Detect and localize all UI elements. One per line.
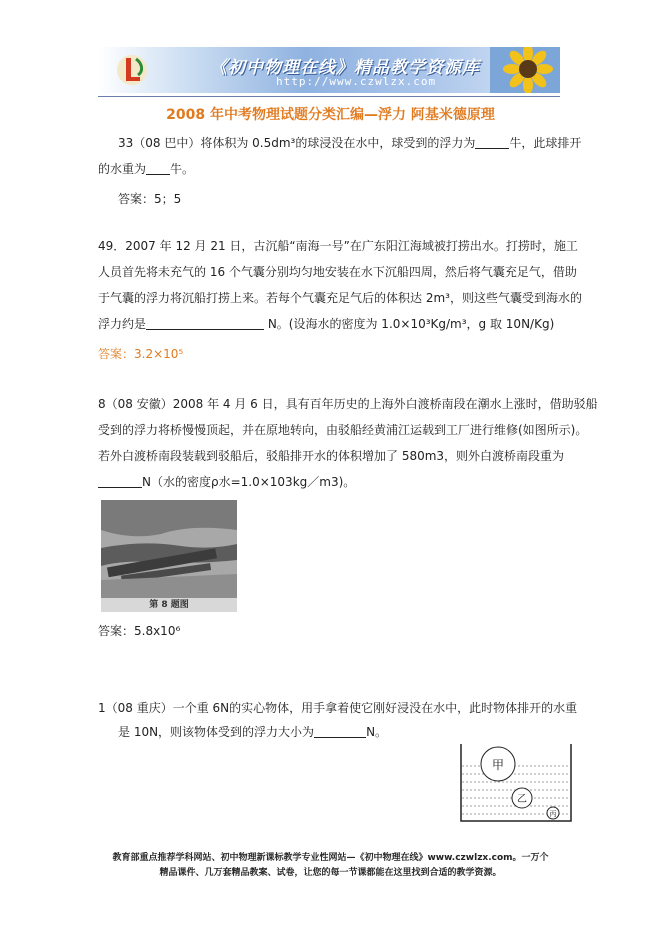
vessel-diagram xyxy=(460,742,572,822)
q1-line2 xyxy=(118,719,387,745)
q8-line2: 受到的浮力将桥慢慢顶起，并在原地转向，由驳船经黄浦江运载到工厂进行维修(如图所示)。 xyxy=(98,423,588,437)
label-yi: 乙 xyxy=(517,794,527,805)
q49-blank[interactable] xyxy=(146,317,264,330)
q49-line1: 49．2007 年 12 月 21 日，古沉船“南海一号”在广东阳江海域被打捞出水。打捞时，施工 xyxy=(98,239,578,253)
bridge-photo xyxy=(101,500,237,612)
q33-blank-1[interactable] xyxy=(475,136,509,149)
q33-line1 xyxy=(118,130,581,156)
site-logo-icon xyxy=(112,53,152,87)
q8-line4 xyxy=(98,469,355,495)
q33-text-2: 的水重为 xyxy=(98,162,147,176)
banner-title: 《初中物理在线》精品教学资源库 xyxy=(210,58,480,78)
q33-line2 xyxy=(98,156,194,182)
q8-blank[interactable] xyxy=(98,475,142,488)
q1-text-2: 是 10N，则该物体受到的浮力大小为 xyxy=(118,725,315,739)
footer-line-2: 精品课件、几万套精品教案、试卷，让您的每一节课都能在这里找到合适的教学资源。 xyxy=(159,868,502,878)
header-divider xyxy=(98,96,560,97)
label-bing: 丙 xyxy=(549,810,557,818)
sunflower-icon xyxy=(490,47,560,93)
q49-text-4-end: N。(设海水的密度为 1.0×10³Kg/m³，g 取 10N/Kg) xyxy=(264,317,555,331)
q33-text: 33（08 巴中）将体积为 0.5dm³的球浸没在水中，球受到的浮力为 xyxy=(118,136,476,150)
q8-line3: 若外白渡桥南段装载到驳船后，驳船排开水的体积增加了 580m3，则外白渡桥南段重为 xyxy=(98,449,565,463)
q49-line3: 于气囊的浮力将沉船打捞上来。若每个气囊充足气后的体积达 2m³，则这些气囊受到海水的 xyxy=(98,291,582,305)
q33-text-end: 牛，此球排开 xyxy=(509,136,582,150)
q49-line2: 人员首先将未充气的 16 个气囊分别均匀地安装在水下沉船四周，然后将气囊充足气，借助 xyxy=(98,265,577,279)
q33-blank-2[interactable] xyxy=(146,162,170,175)
q8-answer: 答案：5.8x10⁶ xyxy=(98,624,181,638)
q8-line1: 8（08 安徽）2008 年 4 月 6 日，具有百年历史的上海外白渡桥南段在潮水上涨时，借助驳船 xyxy=(98,397,598,411)
q33-answer: 答案：5；5 xyxy=(118,192,182,206)
bridge-barge-image xyxy=(101,500,237,598)
q33-text-2-end: 牛。 xyxy=(170,162,195,176)
header-banner xyxy=(98,47,560,93)
q1-line1: 1（08 重庆）一个重 6N的实心物体，用手拿着使它刚好浸没在水中，此时物体排开的水重 xyxy=(98,701,578,715)
label-jia: 甲 xyxy=(491,758,505,772)
footer-line-1: 教育部重点推荐学科网站、初中物理新课标教学专业性网站—《初中物理在线》www.czwlzx.com。一万个 xyxy=(112,853,549,863)
q49-text-4: 浮力约是 xyxy=(98,317,147,331)
q49-line4 xyxy=(98,311,554,337)
q1-blank[interactable] xyxy=(314,725,366,738)
q49-answer: 答案：3.2×10⁵ xyxy=(98,347,184,361)
figure-caption: 第 8 题图 xyxy=(101,598,237,612)
banner-url[interactable]: http://www.czwlzx.com xyxy=(276,75,437,88)
page-title: 2008 年中考物理试题分类汇编—浮力 阿基米德原理 xyxy=(166,107,495,123)
q1-text-2-end: N。 xyxy=(366,725,388,739)
q8-text-4-end: N（水的密度ρ水=1.0×103kg／m3)。 xyxy=(142,475,356,489)
